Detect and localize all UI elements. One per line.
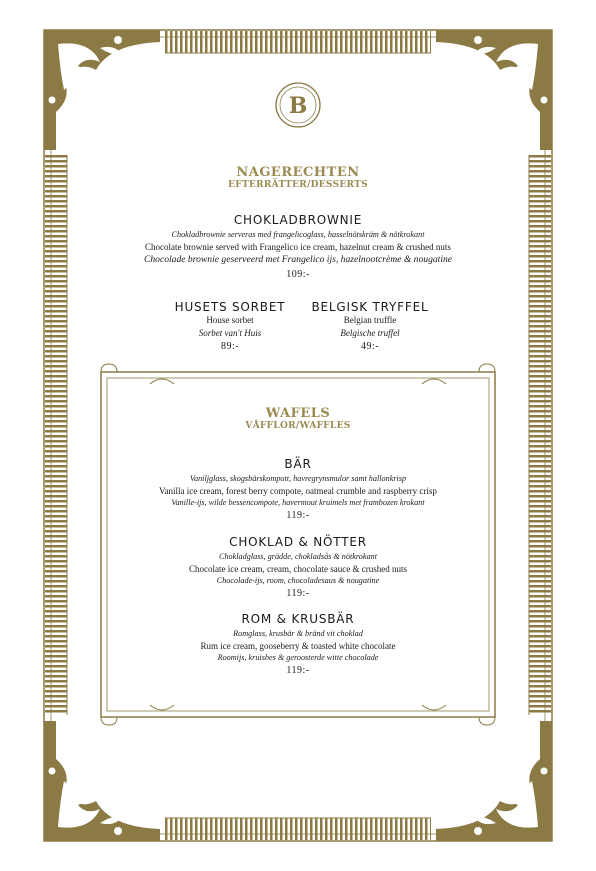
- dessert-left-line1: House sorbet: [206, 315, 254, 325]
- waffle-item-name: BÄR: [284, 457, 312, 471]
- logo-letter: B: [288, 93, 308, 119]
- desserts-subtitle: EFTERRÄTTER/DESSERTS: [228, 180, 368, 190]
- featured-dessert: [0, 213, 596, 281]
- waffle-item-price: 119:-: [286, 510, 310, 521]
- waffle-item-desc-en: Rum ice cream, gooseberry & toasted white chocolate: [200, 641, 396, 651]
- waffles-subtitle: VÅFFLOR/WAFFLES: [245, 421, 351, 431]
- dessert-right-line2: Belgische truffel: [340, 328, 400, 338]
- waffle-item-desc-sv: Vaniljglass, skogsbärskompott, havregrynsmulor samt hallonkrisp: [189, 474, 407, 483]
- waffle-item-price: 119:-: [286, 588, 310, 599]
- dessert-pair: [0, 300, 596, 360]
- desserts-title: NAGERECHTEN: [236, 165, 360, 180]
- logo-emblem: [273, 80, 323, 130]
- waffles-header: [0, 406, 596, 431]
- dessert-left-line2: Sorbet van't Huis: [198, 328, 262, 338]
- waffle-item-name: CHOKLAD & NÖTTER: [229, 535, 367, 549]
- waffle-item-desc-sv: Romglass, krusbär & bränd vit choklad: [233, 629, 363, 638]
- dessert-right: [300, 300, 440, 353]
- waffle-item: [0, 457, 596, 522]
- dessert-right-price: 49:-: [360, 341, 380, 352]
- waffle-item-price: 119:-: [286, 665, 310, 676]
- dessert-right-name: BELGISK TRYFFEL: [311, 300, 429, 314]
- corner-ornament-top-left: [44, 30, 160, 150]
- waffle-item-desc-en: Vanilla ice cream, forest berry compote, oatmeal crumble and raspberry crisp: [159, 486, 437, 496]
- waffle-item-desc-nl: Roomijs, kruisbes & geroosterde witte chocolade: [217, 653, 379, 662]
- dessert-left: [160, 300, 300, 353]
- dessert-left-price: 89:-: [220, 341, 240, 352]
- featured-dessert-desc-sv: Chokladbrownie serveras med frangelicoglass, hasselnötskräm & nötkrokant: [171, 230, 425, 239]
- waffle-item-desc-sv: Chokladglass, grädde, chokladsås & nötkrokant: [219, 552, 377, 561]
- featured-dessert-desc-en: Chocolate brownie served with Frangelico ice cream, hazelnut cream & crushed nuts: [145, 242, 451, 252]
- logo: [273, 80, 323, 130]
- featured-dessert-name: CHOKLADBROWNIE: [233, 213, 363, 227]
- waffles-title: WAFELS: [265, 406, 331, 421]
- featured-dessert-price: 109:-: [286, 269, 310, 280]
- featured-dessert-desc-nl: Chocolade brownie geserveerd met Frangelico ijs, hazelnootcrème & nougatine: [143, 254, 453, 265]
- dessert-right-line1: Belgian truffle: [343, 315, 397, 325]
- waffle-item-desc-nl: Vanille-ijs, wilde bessencompote, havermout kruimels met frambozen krokant: [171, 498, 425, 507]
- dessert-left-name: HUSETS SORBET: [174, 300, 286, 314]
- desserts-header: [0, 165, 596, 190]
- waffle-item: [0, 612, 596, 677]
- waffle-item-name: ROM & KRUSBÄR: [241, 612, 355, 626]
- waffle-item-desc-nl: Chocolade-ijs, room, chocoladesaus & nougatine: [216, 576, 380, 585]
- waffle-item: [0, 535, 596, 600]
- waffle-item-desc-en: Chocolate ice cream, cream, chocolate sauce & crushed nuts: [189, 564, 407, 574]
